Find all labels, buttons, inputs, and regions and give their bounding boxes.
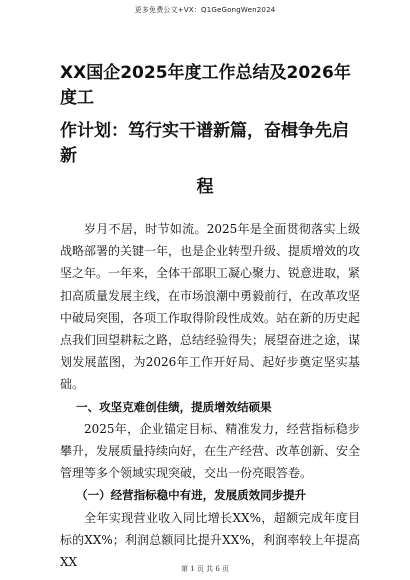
intro-paragraph: 岁月不居，时节如流。2025年是全面贯彻落实上级战略部署的关键一年，也是企业转型升级、提质增效的攻坚之年。一年来，全体干部职工凝心聚力、锐意进取，紧扣高质量发展主线，在市场浪潮中勇毅前行，在改革攻坚中破局突围，各项工作取得阶段性成效。站在新的历史起点我们回望耕耘之路，总结经验得失；展望奋进之途，谋划发展蓝图，为2026年工作开好局、起好步奠定坚实基础。 bbox=[60, 222, 361, 392]
subsection-heading-1: （一）经营指标稳中有进，发展质效同步提升 bbox=[76, 488, 307, 503]
section-heading-1: 一、攻坚克难创佳绩，提质增效结硕果 bbox=[76, 399, 272, 414]
document-title-line-2: 作计划：笃行实干谱新篇，奋楫争先启新 bbox=[60, 121, 349, 166]
page-footer: 第 1 页 共 6 页 bbox=[180, 565, 230, 573]
document-title-line-1: XX国企2025年度工作总结及2026年度工 bbox=[60, 63, 351, 108]
section-1-paragraph: 2025年，企业锚定目标、精准发力，经营指标稳步攀升，发展质量持续向好，在生产经营、改革创新、安全管理等多个领域实现突破，交出一份亮眼答卷。 bbox=[60, 421, 361, 481]
document-title-line-3: 程 bbox=[196, 177, 214, 197]
subsection-1-paragraph: 全年实现营业收入同比增长XX%，超额完成年度目标的XX%；利润总额同比提升XX%，利润率较上年提高XX bbox=[60, 510, 360, 570]
document-body bbox=[60, 218, 360, 573]
header-note: 更多免费公文+VX：Q1GeGongWen2024 bbox=[134, 6, 276, 14]
